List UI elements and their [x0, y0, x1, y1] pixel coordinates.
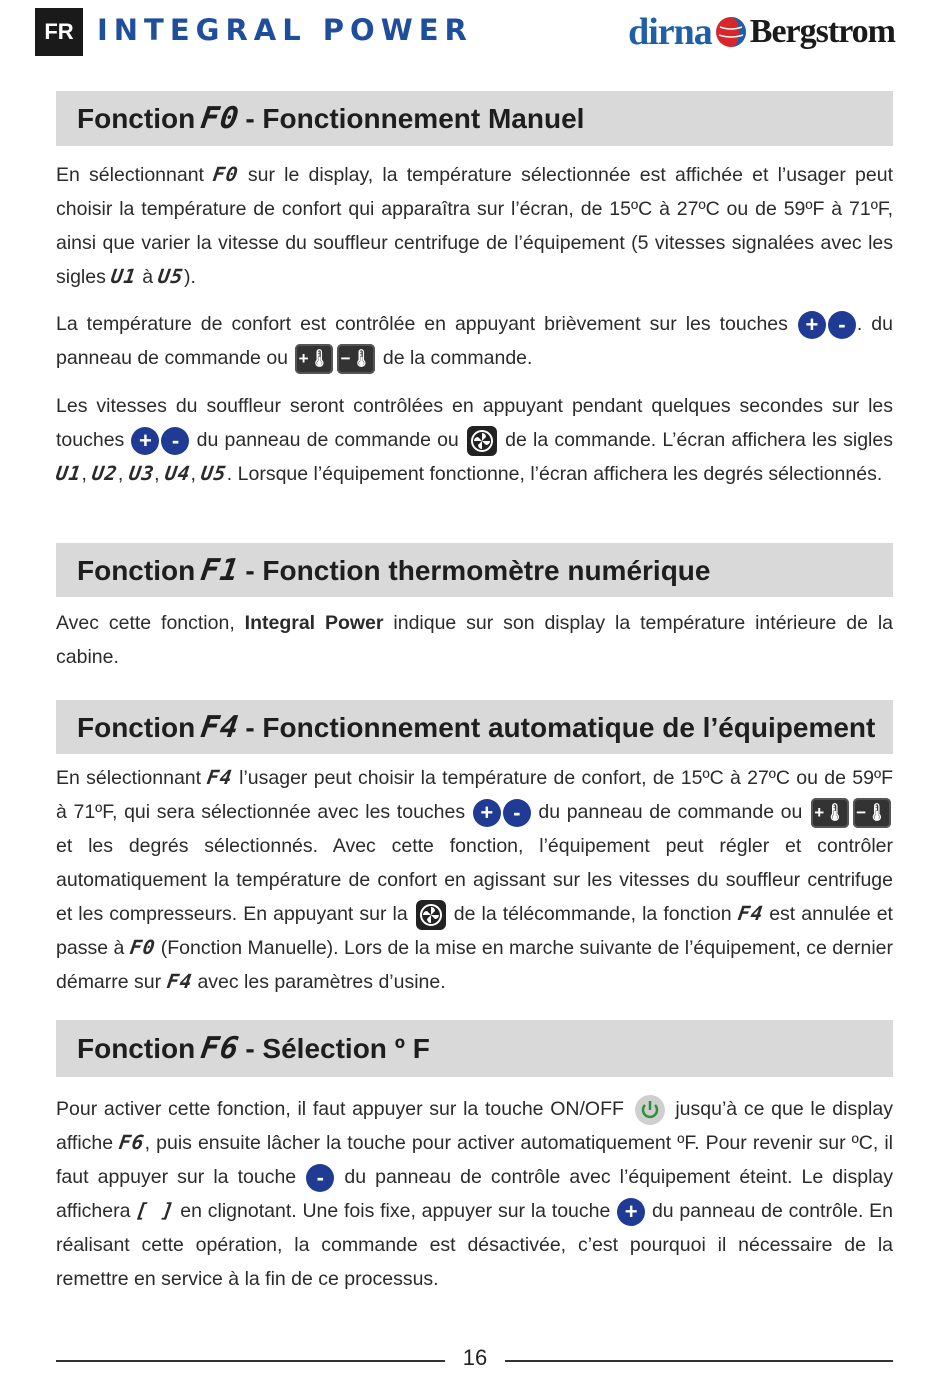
display-code: U2	[90, 462, 120, 485]
text-run: , puis ensuite lâcher la touche pour activer automatiquement ºF. Pour revenir sur ºC, il faut appuyer sur la touche	[56, 1132, 893, 1188]
paragraph	[56, 761, 893, 999]
product-name: INTEGRAL POWER	[97, 13, 473, 47]
text-run: du panneau de contrôle avec l’équipement éteint. Le display affichera	[56, 1166, 893, 1222]
text-run: Integral Power	[244, 612, 384, 634]
display-code: F4	[736, 902, 765, 925]
display-code: F4	[205, 766, 235, 789]
display-code: U1	[54, 462, 84, 485]
temp-plus-icon: +🌡	[811, 798, 849, 828]
temp-minus-icon: −🌡	[337, 344, 375, 374]
text-run: en clignotant. Une fois fixe, appuyer sur la touche	[180, 1200, 611, 1222]
section-title	[77, 710, 875, 745]
section-header-f0	[56, 91, 893, 146]
text-run: - Sélection º F	[245, 1032, 430, 1064]
page-header	[35, 8, 895, 56]
text-run: - Fonctionnement automatique de l’équipement	[245, 711, 876, 743]
display-code: F0	[128, 936, 157, 959]
text-run: . du panneau de commande ou	[56, 313, 893, 369]
text-run: Avec cette fonction,	[56, 612, 235, 634]
text-run: l’usager peut choisir la température de confort, de 15ºC à 27ºC ou de 59ºF à 71ºF, qui sera sélectionnée avec les touches	[56, 767, 893, 823]
language-badge: FR	[35, 8, 83, 56]
globe-logo-icon	[714, 15, 748, 49]
fan-icon	[416, 900, 446, 930]
paragraph	[56, 1092, 893, 1296]
code-blank: [ ]	[134, 1199, 177, 1222]
text-run: du panneau de commande ou	[538, 801, 803, 823]
section-header-f4	[56, 700, 893, 754]
text-run: est annulée et passe à	[56, 903, 893, 959]
paragraph: Les vitesses du souffleur seront contrôlées en appuyant pendant quelques secondes sur les touches + - du panneau de commande ou de la commande. L’écran affichera les sigles U1, U2, U3, U4, U5. Lorsque l’équipement fonctionne, l’écran affichera les degrés sélectionnés.	[56, 389, 893, 491]
minus-button-icon: -	[828, 311, 856, 339]
code-u5: U5	[156, 265, 186, 288]
plus-button-icon: +	[131, 427, 159, 455]
paragraph	[56, 307, 893, 375]
code-f6: F6	[198, 1031, 242, 1066]
display-code: F4	[165, 970, 194, 993]
display-code: U3	[127, 462, 156, 485]
code-f1: F1	[198, 553, 242, 588]
text-run: indique sur son display la température intérieure de la cabine.	[56, 612, 894, 668]
text-run: Fonction	[77, 1032, 196, 1064]
power-button-icon	[635, 1095, 665, 1125]
temp-minus-icon: −🌡	[853, 798, 891, 828]
text-run: de la commande. L’écran affichera les sigles	[505, 429, 893, 451]
brand-bergstrom: Bergstrom	[749, 13, 895, 50]
text-run: de la télécommande, la fonction	[453, 903, 732, 925]
minus-button-icon: -	[161, 427, 189, 455]
text-run: jusqu’à ce que le display affiche	[56, 1098, 893, 1154]
brand-logo	[628, 8, 895, 56]
display-code: F6	[117, 1131, 147, 1154]
display-code: U4	[163, 462, 193, 485]
section-title	[77, 553, 710, 588]
brand-dirna: dirna	[628, 11, 712, 53]
paragraph	[56, 158, 893, 294]
section-title	[77, 1031, 430, 1066]
text-run: Fonction	[77, 711, 196, 743]
fan-icon	[467, 426, 497, 456]
text-run: En sélectionnant	[56, 767, 202, 789]
plus-button-icon: +	[798, 311, 826, 339]
text-run: sur le display, la température sélectionnée est affichée et l’usager peut choisir la température de confort qui apparaîtra sur l’écran, de 15ºC à 27ºC ou de 59ºF à 71ºF, ainsi que varier la vitesse du souffleur centrifuge de l’équipement (5 vitesses signalées avec les sigles	[56, 164, 894, 288]
footer-rule-left	[56, 1360, 445, 1362]
text-run: - Fonction thermomètre numérique	[245, 554, 711, 586]
code-u1: U1	[109, 265, 139, 288]
minus-button-icon: -	[503, 799, 531, 827]
text-run: à	[142, 266, 154, 288]
text-run: et les degrés sélectionnés. Avec cette fonction, l’équipement peut régler et contrôler automatiquement la température de confort en agissant sur les vitesses du souffleur centrifuge et les compresseurs. En appuyant sur la	[56, 835, 893, 925]
text-run: (Fonction Manuelle). Lors de la mise en marche suivante de l’équipement, ce dernier démarre sur	[56, 937, 893, 993]
text-run: La température de confort est contrôlée en appuyant brièvement sur les touches	[56, 313, 788, 335]
text-run: de la commande.	[382, 347, 533, 369]
section-header-f6	[56, 1020, 893, 1077]
code-f0: F0	[211, 163, 241, 186]
section-header-f1	[56, 543, 893, 597]
plus-button-icon: +	[473, 799, 501, 827]
paragraph	[56, 606, 893, 674]
text-run: ).	[183, 266, 196, 288]
text-run: Pour activer cette fonction, il faut appuyer sur la touche ON/OFF	[56, 1098, 624, 1120]
code-f0: F0	[198, 101, 242, 136]
text-run: Fonction	[77, 554, 196, 586]
page-number: 16	[462, 1345, 488, 1370]
text-run: . Lorsque l’équipement fonctionne, l’écran affichera les degrés sélectionnés.	[226, 463, 883, 485]
text-run: avec les paramètres d’usine.	[197, 971, 446, 993]
text-run: du panneau de contrôle. En réalisant cette opération, la commande est désactivée, c’est pourquoi il nécessaire de la remettre en service à la fin de ce processus.	[56, 1200, 894, 1290]
text-run: du panneau de commande ou	[196, 429, 459, 451]
code-f4: F4	[198, 710, 242, 745]
temp-plus-icon: +🌡	[295, 344, 333, 374]
display-code: U5	[199, 462, 229, 485]
text-run: Les vitesses du souffleur seront contrôlées en appuyant pendant quelques secondes sur les touches	[56, 395, 893, 451]
footer-rule-right	[505, 1360, 893, 1362]
section-title: Fonction F0 - Fonctionnement Manuel	[77, 101, 585, 136]
plus-button-icon: +	[617, 1198, 645, 1226]
minus-button-icon: -	[306, 1164, 334, 1192]
text-run: En sélectionnant	[56, 164, 204, 186]
